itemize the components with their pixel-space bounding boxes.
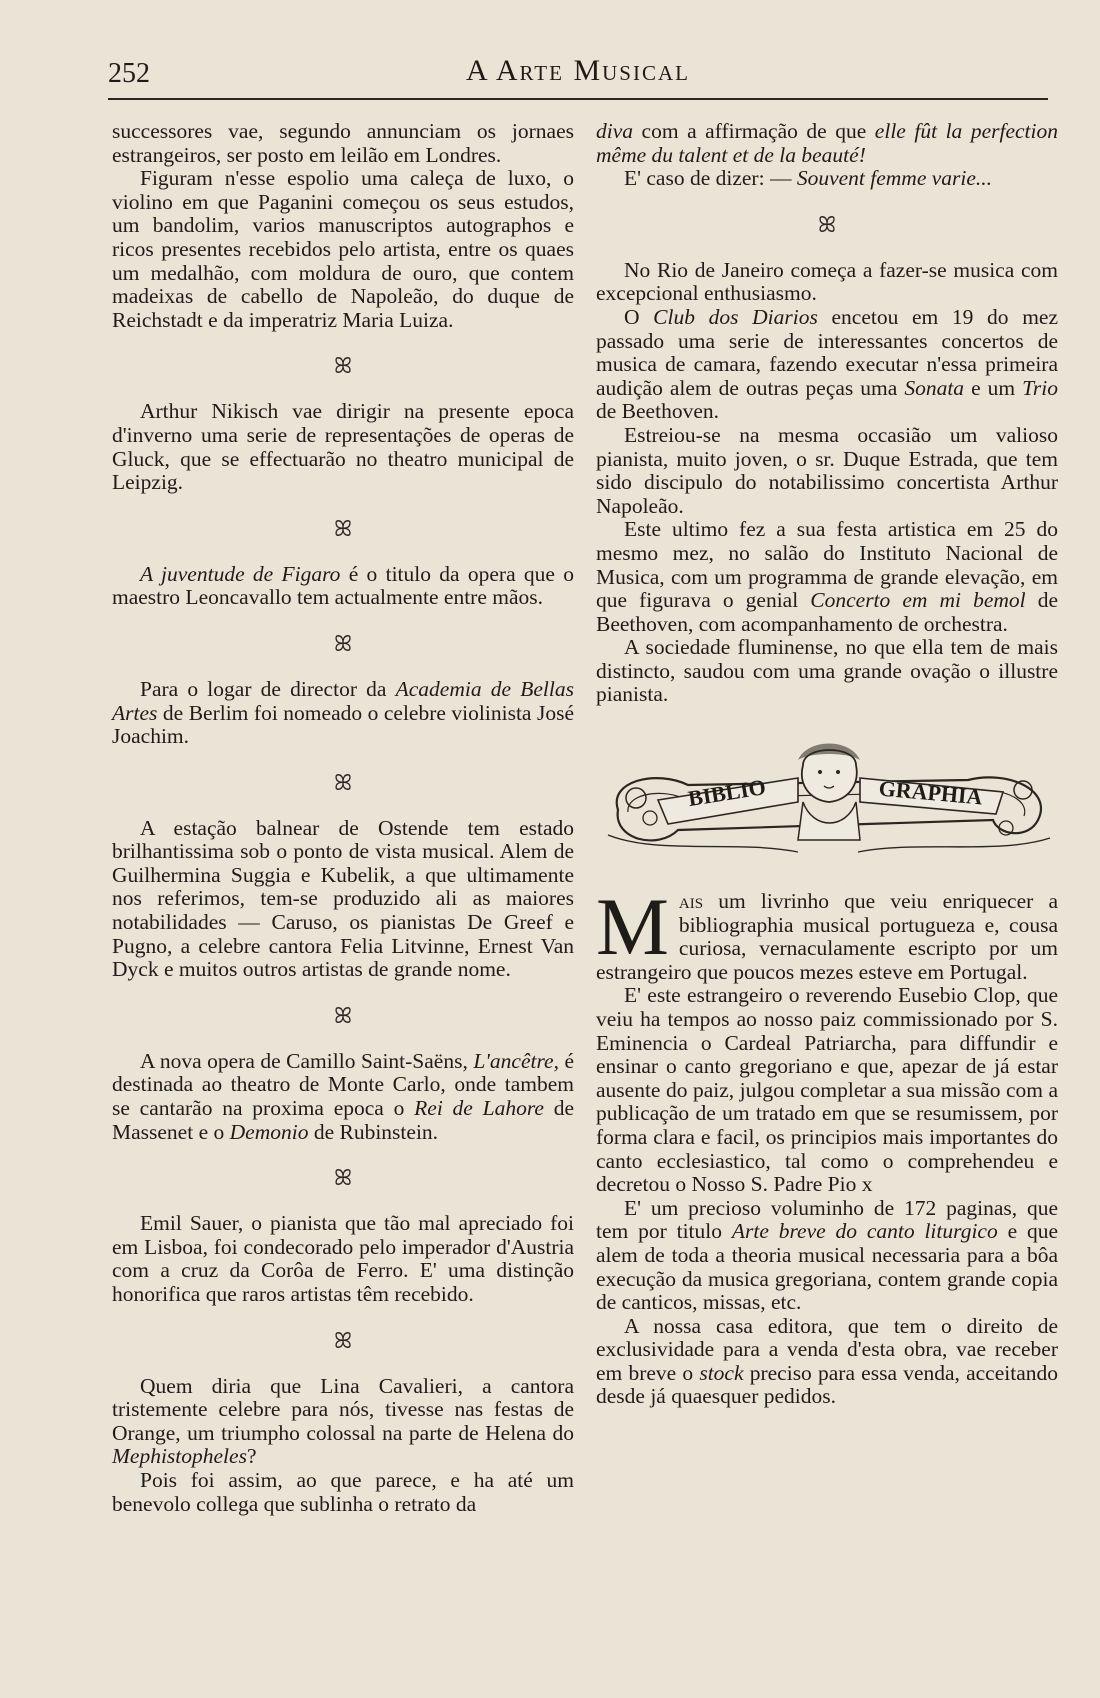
text-run: com a affirmação de que (633, 119, 875, 143)
text-run: Para o logar de director da (140, 676, 396, 701)
paragraph (596, 518, 1058, 636)
bibliographia-section (596, 881, 1058, 1409)
paragraph: Emil Sauer, o pianista que tão mal apreciado foi em Lisboa, foi condecorado pelo imperador d'Austria com a cruz da Corôa de Ferro. E' uma distinção honorifica que raros artistas têm recebido. (112, 1211, 574, 1306)
bibliographia-banner (598, 740, 1058, 860)
ornament-icon: ꕤ (333, 353, 353, 379)
text-run: um livrinho que veiu enriquecer a bibliographia musical portugueza e, cousa curiosa, vernaculamente escripto por um estrangeiro que poucos mezes esteve em Portugal. (596, 889, 1058, 984)
italic-word: stock (699, 1360, 744, 1385)
ornament-icon: ꕤ (333, 630, 353, 656)
left-column (112, 120, 574, 1516)
header-rule (108, 98, 1048, 100)
ornament-icon: ꕤ (333, 1002, 353, 1028)
right-column (596, 120, 1058, 707)
paragraph (596, 120, 1058, 167)
text-run: A nossa casa editora, que tem o direito de exclusividade para a venda d'esta obra, vae receber em breve o (596, 1313, 1058, 1385)
paragraph (596, 167, 1058, 191)
paragraph: A estação balnear de Ostende tem estado brilhantissima sob o ponto de vista musical. Alem de Guilhermina Suggia e Kubelik, a que ultimamente nos referimos, tem-se produzido ali as maiores notabilidades — Caruso, os pianistas De Greef e Pugno, a celebre cantora Felia Litvinne, Ernest Van Dyck e muitos outros artistas de grande nome. (112, 815, 574, 982)
paragraph (112, 563, 574, 610)
banner-art (598, 740, 1058, 860)
paragraph: E' este estrangeiro o reverendo Eusebio Clop, que veiu ha tempos ao nosso paiz commissionado por S. Eminencia o Cardeal Patriarcha, para diffundir e ensinar o canto gregoriano e que, apezar de já estar ausente do paiz, julgou completar a sua missão com a publicação de um tratado em que se resumissem, por forma clara e facil, os principios mais importantes do canto ecclesiastico, tal como o comprehendeu e decretou o Nosso S. Padre Pio x (596, 983, 1058, 1197)
paragraph (596, 306, 1058, 424)
paragraph: Estreiou-se na mesma occasião um valioso pianista, muito joven, o sr. Duque Estrada, que tem sido discipulo do notabilissimo concertista Arthur Napoleão. (596, 422, 1058, 518)
text-run: é o titulo da opera que o maestro Leoncavallo tem actualmente entre mãos. (112, 561, 574, 610)
italic-title: Trio (1022, 375, 1058, 400)
ornament-icon: ꕤ (333, 515, 353, 541)
text-run: de Beethoven, com acompanhamento de orchestra. (596, 588, 1058, 636)
paragraph: Arthur Nikisch vae dirigir na presente epoca d'inverno uma serie de representações de operas de Gluck, que se effectuarão no theatro municipal de Leipzig. (112, 399, 574, 495)
paragraph: Pois foi assim, ao que parece, e ha até um benevolo collega que sublinha o retrato da (112, 1467, 574, 1516)
text-run: de Rubinstein. (308, 1119, 439, 1144)
italic-title: L'ancêtre, (473, 1048, 559, 1073)
text-run: E' um precioso voluminho de 172 paginas, que tem por titulo (596, 1195, 1058, 1244)
paragraph (596, 1197, 1058, 1315)
drop-cap: M (596, 881, 669, 972)
italic-title: Club dos Diarios (653, 304, 818, 329)
paragraph (112, 1050, 574, 1144)
text-run: ? (246, 1444, 257, 1469)
paragraph (596, 1315, 1058, 1409)
paragraph: A sociedade fluminense, no que ella tem de mais distincto, saudou com uma grande ovação o illustre pianista. (596, 635, 1058, 707)
text-run: é destinada ao theatro de Monte Carlo, onde tambem se cantarão na proxima epoca o (112, 1048, 574, 1121)
italic-title: Demonio (229, 1119, 309, 1144)
ornament-icon: ꕤ (333, 1165, 353, 1191)
italic-title: Arte breve do canto liturgico (731, 1219, 998, 1244)
text-run: Quem diria que Lina Cavalieri, a cantora tristemente celebre para nós, tivesse nas festas de Orange, um triumpho colossal na parte de Helena do (112, 1373, 574, 1445)
text-run: preciso para essa venda, acceitando desde já quaesquer pedidos. (596, 1360, 1058, 1409)
text-run: de Beethoven. (596, 399, 719, 424)
text-run: E' caso de dizer: — (624, 166, 797, 191)
ornament-icon: ꕤ (333, 769, 353, 795)
paragraph: No Rio de Janeiro começa a fazer-se musica com excepcional enthusiasmo. (596, 257, 1058, 306)
italic-quote: Souvent femme varie... (796, 166, 993, 191)
italic-title: Concerto em mi bemol (810, 588, 1026, 613)
paragraph: Figuram n'esse espolio uma caleça de luxo, o violino em que Paganini começou os seus estudos, um bandolim, varios manuscriptos autographos e ricos presentes recebidos pelo artista, entre os quaes um medalhão, com moldura de ouro, que contem madeixas de cabello de Napoleão, do duque de Reichstadt e da imperatriz Maria Luiza. (112, 166, 574, 332)
text-run: e um (964, 375, 1023, 400)
ornament-icon: ꕤ (333, 1327, 353, 1353)
italic-title: A juventude de Figaro (140, 561, 341, 586)
running-title: A Arte Musical (466, 54, 690, 87)
text-run: A nova opera de Camillo Saint-Saëns, (140, 1048, 474, 1073)
text-run: O (624, 304, 654, 329)
lead-word: ais (678, 889, 704, 913)
banner-word-left: BIBLIO (686, 774, 768, 812)
paragraph (112, 1375, 574, 1469)
page-number: 252 (108, 58, 150, 89)
italic-word: diva (596, 119, 634, 143)
ornament-icon: ꕤ (817, 211, 837, 237)
text-run: de Berlim foi nomeado o celebre violinista José Joachim. (112, 700, 574, 749)
text-run: e que alem de toda a theoria musical necessaria para a bôa execução da musica gregoriana, contem grande copia de canticos, missas, etc. (596, 1219, 1058, 1315)
paragraph: successores vae, segundo annunciam os jornaes estrangeiros, ser posto em leilão em Londres. (112, 119, 574, 167)
page-header (108, 48, 1048, 94)
text-run: encetou em 19 do mez passado uma serie de interessantes concertos de musica de camara, fazendo executar n'essa primeira audição alem de outras peças uma (596, 304, 1058, 400)
italic-quote: elle fût la perfection même du talent et de la beauté! (596, 119, 1058, 167)
paragraph (112, 678, 574, 749)
italic-title: Sonata (904, 375, 965, 400)
italic-title: Rei de Lahore (414, 1096, 544, 1121)
italic-title: Mephistopheles (112, 1444, 247, 1469)
text-run: de Massenet e o (112, 1096, 574, 1144)
banner-word-right: GRAPHIA (877, 775, 984, 810)
italic-title: Academia de Bellas Artes (112, 676, 574, 725)
paragraph (596, 881, 1058, 984)
text-run: Este ultimo fez a sua festa artistica em 25 do mesmo mez, no salão do Instituto Nacional de Musica, com um programma de grande elevação, em que figurava o genial (596, 517, 1058, 613)
